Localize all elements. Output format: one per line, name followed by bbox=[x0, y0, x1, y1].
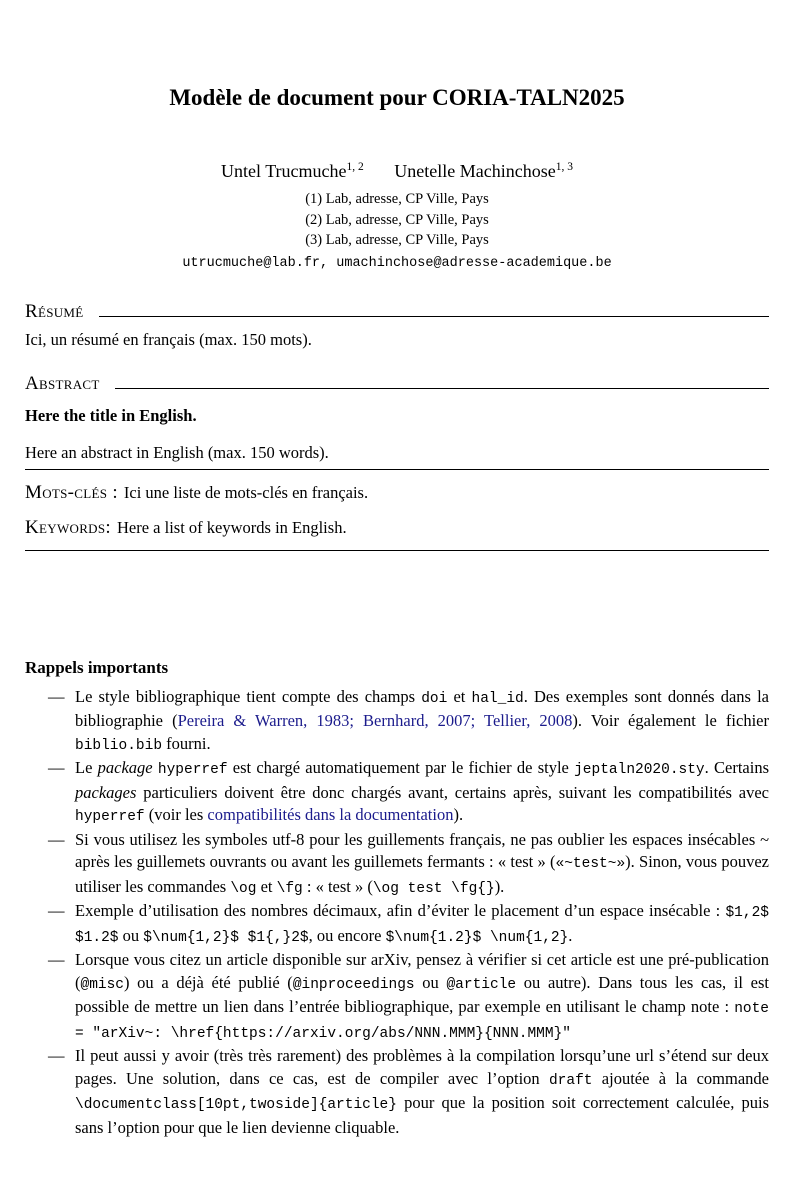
text-segment: est chargé automatiquement par le fichier de style bbox=[227, 758, 575, 777]
affiliation-2: (2) Lab, adresse, CP Ville, Pays bbox=[305, 211, 489, 228]
dash-bullet: — bbox=[48, 686, 65, 706]
resume-text: Ici, un résumé en français (max. 150 mots). bbox=[25, 329, 312, 349]
text-segment: (voir les bbox=[144, 805, 208, 824]
hyperlink[interactable]: compatibilités dans la documentation bbox=[207, 805, 454, 824]
author-2-affiliation-sup: 1, 3 bbox=[555, 161, 573, 173]
code-inline: @inproceedings bbox=[292, 976, 415, 993]
list-item-text bbox=[75, 949, 769, 1045]
code-inline: doi bbox=[421, 690, 448, 707]
code-inline: \fg bbox=[276, 880, 303, 897]
text-segment: packages bbox=[75, 782, 137, 802]
dash-bullet: — bbox=[48, 901, 65, 920]
abstract-section-header bbox=[25, 372, 769, 396]
dash-bullet: — bbox=[48, 1046, 65, 1065]
text-segment: . bbox=[568, 925, 573, 945]
text-segment: ) ou a déjà été publié ( bbox=[124, 972, 293, 992]
text-segment: ou autre). Dans tous les cas, il est possible de mettre un lien dans l’entrée bibliographique, par exemple en utilisant le champ note : bbox=[75, 972, 769, 1016]
abstract-text: Here an abstract in English (max. 150 words). bbox=[25, 442, 769, 470]
text-segment: Si vous utilisez les symboles utf-8 pour les guillements français, ne pas oublier les espaces insécables ~ après les guillemets ouvrants ou avant les guillemets fermants : « test » ( bbox=[75, 829, 769, 871]
text-segment: Exemple d’utilisation des nombres décimaux, afin d’éviter le placement d’un espace insécable : bbox=[75, 901, 726, 920]
reminders-heading: Rappels importants bbox=[25, 657, 169, 677]
text-segment: Lorsque vous citez un article disponible sur arXiv, pensez à vérifier si cet article est une pré-publication ( bbox=[75, 950, 769, 992]
text-segment: particuliers doivent être donc chargés avant, certains après, suivant les compatibilités avec bbox=[136, 782, 769, 802]
keywords-text: Here a list of keywords in English. bbox=[116, 517, 347, 537]
author-1-affiliation-sup: 1, 2 bbox=[346, 161, 364, 173]
text-segment: ). bbox=[494, 876, 505, 896]
author-1-name: Untel Trucmuche bbox=[221, 161, 347, 181]
list-item bbox=[25, 1045, 769, 1139]
list-item bbox=[25, 900, 769, 949]
english-title: Here the title in English. bbox=[25, 405, 197, 425]
paper-title: Modèle de document pour CORIA-TALN2025 bbox=[169, 85, 625, 110]
text-segment: ). Sinon, vous pouvez utiliser les commandes bbox=[75, 852, 769, 896]
affiliation-3: (3) Lab, adresse, CP Ville, Pays bbox=[305, 232, 489, 248]
code-inline: $1,2$ $1.2$ bbox=[75, 905, 769, 946]
list-item bbox=[25, 949, 769, 1045]
code-inline: jeptaln2020.sty bbox=[574, 762, 705, 778]
list-item-text bbox=[75, 757, 769, 829]
text-segment: . Des exemples sont donnés dans la bibliographie ( bbox=[75, 686, 769, 730]
text-segment: ). Voir également le fichier bbox=[572, 711, 769, 730]
code-inline: \og test \fg{} bbox=[372, 880, 495, 897]
mots-cles-text: Ici une liste de mots-clés en français. bbox=[123, 482, 369, 502]
abstract-header-rule bbox=[115, 388, 769, 389]
reminders-list bbox=[25, 686, 769, 1140]
code-inline: \og bbox=[230, 880, 257, 897]
affiliations-block bbox=[25, 189, 769, 251]
code-inline: note = "arXiv~: \href{https://arxiv.org/abs/NNN.MMM}{NNN.MMM}" bbox=[75, 1001, 769, 1042]
list-item-text bbox=[75, 1045, 769, 1139]
mots-cles-label: Mots-clés : bbox=[25, 481, 118, 503]
text-segment: Le bbox=[75, 758, 98, 777]
author-2-name: Unetelle Machinchose bbox=[394, 161, 556, 181]
code-inline: hyperref bbox=[157, 762, 228, 778]
text-segment: pour que la position soit correctement calculée, puis sans l’option pour que le lien devienne cliquable. bbox=[75, 1093, 769, 1137]
resume-header-rule bbox=[99, 316, 769, 317]
text-segment: fourni. bbox=[162, 733, 211, 753]
list-item bbox=[25, 686, 769, 758]
text-segment: ou bbox=[118, 925, 144, 945]
text-segment: ). bbox=[453, 805, 464, 824]
text-segment: ou bbox=[414, 972, 447, 992]
affiliation-1: (1) Lab, adresse, CP Ville, Pays bbox=[305, 191, 489, 207]
code-inline: hal_id bbox=[471, 690, 524, 707]
author-1 bbox=[221, 161, 364, 181]
list-item-text bbox=[75, 686, 769, 758]
paper-page bbox=[0, 84, 794, 1139]
dash-bullet: — bbox=[48, 758, 65, 777]
text-segment: Le style bibliographique tient compte des champs bbox=[75, 686, 422, 706]
list-item bbox=[25, 829, 769, 901]
text-segment: package bbox=[97, 758, 153, 777]
code-inline: @misc bbox=[80, 976, 125, 993]
code-inline: $\num{1,2}$ $1{,}2$ bbox=[143, 929, 309, 946]
hyperlink[interactable]: Pereira & Warren, 1983; Bernhard, 2007; Tellier, 2008 bbox=[177, 711, 573, 730]
code-inline: $\num{1.2}$ \num{1,2} bbox=[385, 929, 569, 946]
resume-label: Résumé bbox=[25, 300, 84, 322]
code-inline: hyperref bbox=[75, 809, 145, 825]
code-inline: biblio.bib bbox=[75, 737, 163, 754]
text-segment: . Certains bbox=[704, 758, 770, 777]
mots-cles-line bbox=[25, 481, 769, 505]
front-matter-bottom-rule bbox=[25, 550, 769, 551]
code-inline: «~test~» bbox=[555, 856, 626, 872]
code-inline: draft bbox=[548, 1072, 593, 1089]
keywords-label: Keywords: bbox=[25, 516, 111, 538]
list-item bbox=[25, 757, 769, 829]
text-segment: : « test » ( bbox=[302, 876, 373, 896]
text-segment: et bbox=[447, 686, 472, 706]
dash-bullet: — bbox=[48, 950, 65, 969]
text-segment: et bbox=[256, 876, 277, 896]
text-segment: ajoutée à la commande bbox=[592, 1068, 769, 1088]
author-2 bbox=[394, 161, 573, 181]
authors-line bbox=[25, 156, 769, 182]
list-item-text bbox=[75, 900, 769, 949]
text-segment: , ou encore bbox=[308, 925, 386, 945]
keywords-line bbox=[25, 516, 769, 540]
author-emails: utrucmuche@lab.fr, umachinchose@adresse-academique.be bbox=[182, 255, 612, 271]
dash-bullet: — bbox=[48, 829, 65, 849]
code-inline: \documentclass[10pt,twoside]{article} bbox=[75, 1097, 397, 1113]
resume-section-header bbox=[25, 300, 769, 324]
text-segment: Il peut aussi y avoir (très très rarement) des problèmes à la compilation lorsqu’une url s’étend sur deux pages. Une solution, dans ce cas, est de compiler avec l’option bbox=[75, 1046, 769, 1088]
code-inline: @article bbox=[446, 976, 517, 993]
abstract-label: Abstract bbox=[25, 372, 100, 394]
list-item-text bbox=[75, 829, 769, 901]
